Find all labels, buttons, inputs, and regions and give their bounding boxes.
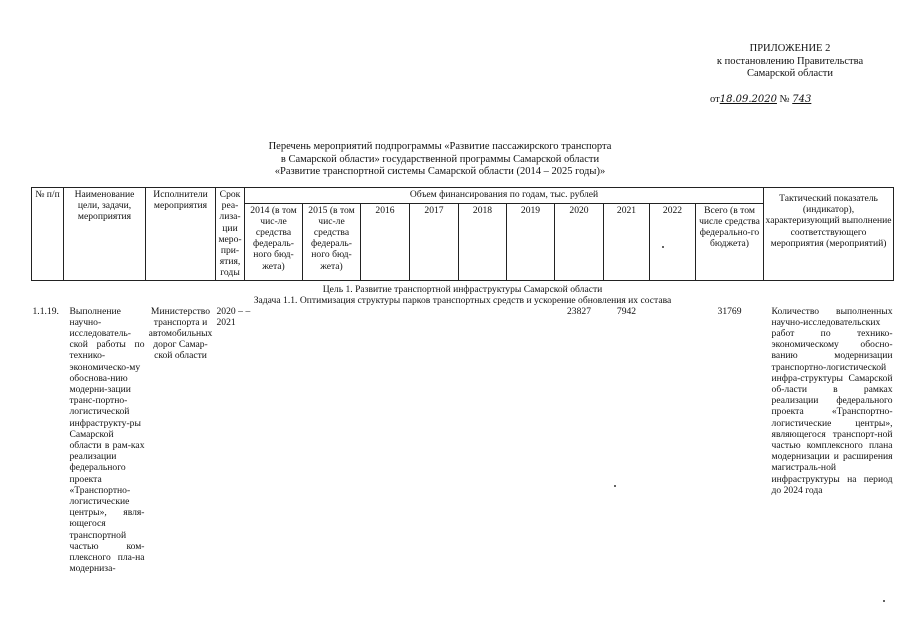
row-term: 2020 – 2021	[216, 305, 243, 328]
task-row: Задача 1.1. Оптимизация структуры парков транспортных средств и ускорение обновления их состава	[253, 294, 672, 306]
header-num: № п/п	[32, 188, 64, 281]
header-2016: 2016	[361, 203, 410, 280]
goal-row: Цель 1. Развитие транспортной инфраструктуры Самарской области	[322, 283, 603, 295]
row-indicator: Количество выполненных научно-исследовательских работ по технико-экономическому обосно-ванию модернизации транспортно-логистической инфра-структуры Самарской об-ласти в рамках реализации федерального проекта «Транспортно-логистические центры», являющегося транспорт-ной частью комплексного плана модернизации и расширения магистраль-ной инфраструктуры на период до 2024 года	[771, 305, 893, 496]
row-2018	[459, 306, 507, 575]
header-indicator: Тактический показатель (индикатор), характеризующий выполнение соответствующего мероприятия (мероприятий)	[764, 188, 894, 281]
header-2019: 2019	[507, 203, 555, 280]
row-2022	[650, 306, 696, 575]
header-2017: 2017	[410, 203, 459, 280]
document-title	[230, 141, 650, 179]
date-prefix: от	[710, 94, 720, 105]
header-2022: 2022	[650, 203, 696, 280]
row-2019	[507, 306, 555, 575]
header-2015: 2015 (в том чис-ле средства федераль-ного бюд-жета)	[303, 203, 361, 280]
table-row	[32, 306, 894, 575]
row-2017	[410, 306, 459, 575]
header-2018: 2018	[459, 203, 507, 280]
header-total: Всего (в том числе средства федерально-го бюджета)	[696, 203, 764, 280]
row-executor: Министерство транспорта и автомобильных дорог Самар-ской области	[148, 305, 213, 362]
measures-table	[31, 187, 894, 575]
appendix-line2: к постановлению Правительства	[716, 55, 864, 67]
row-2020: 23827	[567, 305, 591, 317]
appendix-line3: Самарской области	[747, 68, 833, 79]
row-2015	[303, 306, 361, 575]
row-total: 31769	[717, 305, 742, 317]
title-line2: в Самарской области» государственной программы Самарской области	[280, 153, 600, 165]
appendix-block	[690, 43, 890, 81]
row-2016	[361, 306, 410, 575]
row-num: 1.1.19.	[32, 305, 59, 317]
title-line3: «Развитие транспортной системы Самарской области (2014 – 2025 годы)»	[274, 166, 606, 177]
header-term: Срок реа-лиза-ции меро-при-ятия, годы	[216, 188, 245, 281]
row-name: Выполнение научно-исследователь-ской работы по технико-экономическо-му обоснова-нию модерни-зации транс-портно-логистической инфраструкту-ры Самарской области в рам-ках реализации федерального проекта «Транспортно-логистические центры», явля-ющегося транспортной частью ком-плексного пла-на модерниза-	[69, 305, 145, 575]
scan-speck	[662, 246, 664, 248]
date-value: 18.09.2020	[719, 94, 777, 105]
number-value: 743	[792, 94, 812, 105]
header-2021: 2021	[604, 203, 650, 280]
row-2021: 7942	[616, 305, 637, 317]
header-2014: 2014 (в том чис-ле средства федераль-ного бюд-жета)	[245, 203, 303, 280]
header-executors: Исполнители мероприятия	[146, 188, 216, 281]
number-prefix: №	[779, 94, 790, 105]
header-name: Наименование цели, задачи, мероприятия	[64, 188, 146, 281]
scan-speck	[614, 485, 616, 487]
row-2014: –	[245, 305, 251, 317]
header-financing: Объем финансирования по годам, тыс. рублей	[245, 188, 764, 204]
scan-speck	[883, 600, 885, 602]
header-2020: 2020	[555, 203, 604, 280]
resolution-date-line	[710, 94, 811, 105]
title-line1: Перечень мероприятий подпрограммы «Развитие пассажирского транспорта	[268, 141, 612, 152]
appendix-title: ПРИЛОЖЕНИЕ 2	[749, 43, 831, 54]
